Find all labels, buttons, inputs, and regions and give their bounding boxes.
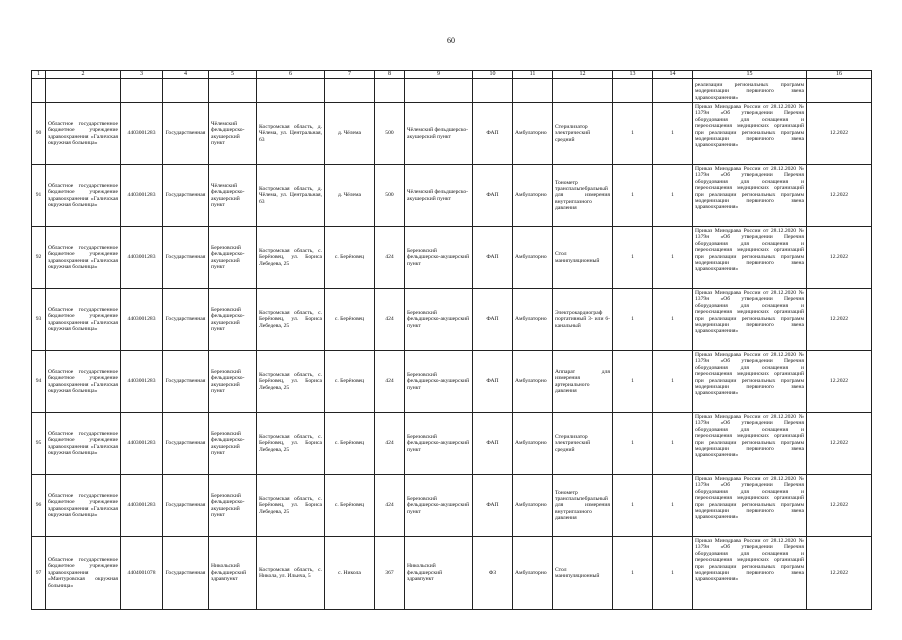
facility-type: ФАП	[473, 103, 513, 165]
facility-type: ФАП	[473, 227, 513, 289]
organization-name: Областное государственное бюджетное учреждение здравоохранения «Галичская окружная больница»	[46, 351, 121, 413]
page-number: 60	[447, 36, 455, 45]
row-number: 93	[32, 289, 46, 351]
ownership-form: Государственная	[163, 103, 209, 165]
locality: с. Берёзовец	[325, 475, 375, 537]
delivery-date: 12.2022	[807, 413, 872, 475]
ownership-form: Государственная	[163, 289, 209, 351]
row-number: 97	[32, 537, 46, 610]
column-number: 14	[653, 71, 693, 79]
facility-name: Чёлемский фельдшерско-акушерский пункт	[209, 165, 257, 227]
care-condition: Амбулаторно	[513, 413, 553, 475]
facility-address: Костромская область, с. Берёзовец, ул. Бориса Лебедева, 25	[257, 413, 325, 475]
organization-name: Областное государственное бюджетное учреждение здравоохранения «Галичская окружная больница»	[46, 475, 121, 537]
column-number: 11	[513, 71, 553, 79]
legal-basis: Приказ Минздрава России от 28.12.2020 № 1379н «Об утверждении Перечня оборудования для оснащения и переоснащения медицинских организаций при реализации региональных программ модернизации первичного звена здравоохранения»	[693, 351, 807, 413]
care-condition: Амбулаторно	[513, 165, 553, 227]
inn-code: 4403001283	[121, 289, 163, 351]
facility-full-name: Березовский фельдшерско-акушерский пункт	[405, 289, 473, 351]
quantity-total: 1	[653, 351, 693, 413]
organization-name: Областное государственное бюджетное учреждение здравоохранения «Галичская окружная больница»	[46, 103, 121, 165]
equipment-name: Стол манипуляционный	[553, 227, 613, 289]
quantity-total: 1	[653, 475, 693, 537]
column-number: 8	[375, 71, 405, 79]
facility-type: ФАП	[473, 475, 513, 537]
continuation-row	[32, 79, 872, 103]
locality: с. Берёзовец	[325, 351, 375, 413]
equipment-name: Стерилизатор электрический средний	[553, 103, 613, 165]
row-number: 90	[32, 103, 46, 165]
table-row	[32, 227, 872, 289]
population: 424	[375, 289, 405, 351]
quantity-total: 1	[653, 165, 693, 227]
facility-name: Березовский фельдшерско-акушерский пункт	[209, 413, 257, 475]
equipment-register-table	[31, 70, 872, 610]
organization-name: Областное государственное бюджетное учреждение здравоохранения «Галичская окружная больница»	[46, 165, 121, 227]
inn-code: 4403001283	[121, 351, 163, 413]
quantity-planned: 1	[613, 413, 653, 475]
ownership-form: Государственная	[163, 351, 209, 413]
population: 424	[375, 227, 405, 289]
facility-address: Костромская область, с. Берёзовец, ул. Бориса Лебедева, 25	[257, 475, 325, 537]
population: 424	[375, 413, 405, 475]
delivery-date: 12.2022	[807, 165, 872, 227]
equipment-name: Стерилизатор электрический средний	[553, 413, 613, 475]
column-number: 10	[473, 71, 513, 79]
table-row	[32, 351, 872, 413]
column-number: 5	[209, 71, 257, 79]
care-condition: Амбулаторно	[513, 289, 553, 351]
facility-name: Березовский фельдшерско-акушерский пункт	[209, 289, 257, 351]
quantity-planned: 1	[613, 351, 653, 413]
equipment-name: Аппарат для измерения артериального давления	[553, 351, 613, 413]
delivery-date: 12.2022	[807, 475, 872, 537]
row-number: 92	[32, 227, 46, 289]
facility-full-name: Чёлемский фельдшерско-акушерский пункт	[405, 103, 473, 165]
table-row	[32, 165, 872, 227]
locality: с. Никола	[325, 537, 375, 610]
population: 367	[375, 537, 405, 610]
population: 424	[375, 475, 405, 537]
inn-code: 4403001283	[121, 413, 163, 475]
facility-address: Костромская область, с. Никола, ул. Ильича, 5	[257, 537, 325, 610]
column-number: 4	[163, 71, 209, 79]
facility-address: Костромская область, с. Берёзовец, ул. Бориса Лебедева, 25	[257, 227, 325, 289]
column-number: 6	[257, 71, 325, 79]
delivery-date: 12.2022	[807, 537, 872, 610]
column-number: 2	[46, 71, 121, 79]
ownership-form: Государственная	[163, 227, 209, 289]
quantity-planned: 1	[613, 537, 653, 610]
facility-full-name: Никольский фельдшерский здравпункт	[405, 537, 473, 610]
locality: д. Чёлема	[325, 103, 375, 165]
ownership-form: Государственная	[163, 475, 209, 537]
facility-type: ФАП	[473, 289, 513, 351]
organization-name: Областное государственное бюджетное учреждение здравоохранения «Галичская окружная больница»	[46, 289, 121, 351]
column-number-row	[32, 71, 872, 79]
column-number: 15	[693, 71, 807, 79]
locality: с. Берёзовец	[325, 413, 375, 475]
facility-name: Березовский фельдшерско-акушерский пункт	[209, 227, 257, 289]
equipment-name: Электрокардиограф портативный 3- или 6-канальный	[553, 289, 613, 351]
quantity-planned: 1	[613, 475, 653, 537]
inn-code: 4403001283	[121, 227, 163, 289]
quantity-planned: 1	[613, 165, 653, 227]
column-number: 7	[325, 71, 375, 79]
delivery-date: 12.2022	[807, 289, 872, 351]
quantity-total: 1	[653, 537, 693, 610]
facility-full-name: Березовский фельдшерско-акушерский пункт	[405, 413, 473, 475]
legal-basis: Приказ Минздрава России от 28.12.2020 № 1379н «Об утверждении Перечня оборудования для оснащения и переоснащения медицинских организаций при реализации региональных программ модернизации первичного звена здравоохранения»	[693, 413, 807, 475]
row-number: 96	[32, 475, 46, 537]
facility-address: Костромская область, д. Чёлема, ул. Центральная, 63	[257, 103, 325, 165]
table-row	[32, 103, 872, 165]
facility-address: Костромская область, с. Берёзовец, ул. Бориса Лебедева, 25	[257, 289, 325, 351]
equipment-name: Стол манипуляционный	[553, 537, 613, 610]
ownership-form: Государственная	[163, 537, 209, 610]
population: 424	[375, 351, 405, 413]
facility-type: ФАП	[473, 413, 513, 475]
inn-code: 4404001078	[121, 537, 163, 610]
continuation-note: реализации региональных программ модернизации первичного звена здравоохранения»	[693, 79, 807, 103]
quantity-total: 1	[653, 413, 693, 475]
quantity-total: 1	[653, 289, 693, 351]
table-row	[32, 537, 872, 610]
organization-name: Областное государственное бюджетное учреждение здравоохранения «Галичская окружная больница»	[46, 413, 121, 475]
facility-address: Костромская область, с. Берёзовец, ул. Бориса Лебедева, 25	[257, 351, 325, 413]
column-number: 12	[553, 71, 613, 79]
legal-basis: Приказ Минздрава России от 28.12.2020 № 1379н «Об утверждении Перечня оборудования для оснащения и переоснащения медицинских организаций при реализации региональных программ модернизации первичного звена здравоохранения»	[693, 165, 807, 227]
row-number: 94	[32, 351, 46, 413]
column-number: 9	[405, 71, 473, 79]
table-row	[32, 289, 872, 351]
legal-basis: Приказ Минздрава России от 28.12.2020 № 1379н «Об утверждении Перечня оборудования для оснащения и переоснащения медицинских организаций при реализации региональных программ модернизации первичного звена здравоохранения»	[693, 227, 807, 289]
care-condition: Амбулаторно	[513, 103, 553, 165]
equipment-name: Тонометр транспальпебральный для измерения внутриглазного давления	[553, 165, 613, 227]
facility-name: Березовский фельдшерско-акушерский пункт	[209, 351, 257, 413]
table-row	[32, 475, 872, 537]
facility-full-name: Чёлемский фельдшерско-акушерский пункт	[405, 165, 473, 227]
delivery-date: 12.2022	[807, 351, 872, 413]
population: 500	[375, 165, 405, 227]
quantity-planned: 1	[613, 289, 653, 351]
legal-basis: Приказ Минздрава России от 28.12.2020 № 1379н «Об утверждении Перечня оборудования для оснащения и переоснащения медицинских организаций при реализации региональных программ модернизации первичного звена здравоохранения»	[693, 537, 807, 610]
facility-name: Чёлемский фельдшерско-акушерский пункт	[209, 103, 257, 165]
row-number: 91	[32, 165, 46, 227]
care-condition: Амбулаторно	[513, 537, 553, 610]
quantity-total: 1	[653, 227, 693, 289]
facility-full-name: Березовский фельдшерско-акушерский пункт	[405, 227, 473, 289]
facility-name: Березовский фельдшерско-акушерский пункт	[209, 475, 257, 537]
locality: с. Берёзовец	[325, 289, 375, 351]
care-condition: Амбулаторно	[513, 227, 553, 289]
care-condition: Амбулаторно	[513, 475, 553, 537]
inn-code: 4403001283	[121, 103, 163, 165]
facility-name: Никольский фельдшерский здравпункт	[209, 537, 257, 610]
column-number: 1	[32, 71, 46, 79]
facility-full-name: Березовский фельдшерско-акушерский пункт	[405, 475, 473, 537]
table-body	[32, 71, 872, 610]
column-number: 13	[613, 71, 653, 79]
column-number: 16	[807, 71, 872, 79]
equipment-name: Тонометр транспальпебральный для измерения внутриглазного давления	[553, 475, 613, 537]
care-condition: Амбулаторно	[513, 351, 553, 413]
delivery-date: 12.2022	[807, 227, 872, 289]
ownership-form: Государственная	[163, 165, 209, 227]
locality: д. Чёлема	[325, 165, 375, 227]
facility-full-name: Березовский фельдшерско-акушерский пункт	[405, 351, 473, 413]
facility-type: ФАП	[473, 165, 513, 227]
column-number: 3	[121, 71, 163, 79]
facility-type: ФЗ	[473, 537, 513, 610]
facility-type: ФАП	[473, 351, 513, 413]
population: 500	[375, 103, 405, 165]
table-row	[32, 413, 872, 475]
delivery-date: 12.2022	[807, 103, 872, 165]
organization-name: Областное государственное бюджетное учреждение здравоохранения «Галичская окружная больница»	[46, 227, 121, 289]
ownership-form: Государственная	[163, 413, 209, 475]
quantity-planned: 1	[613, 227, 653, 289]
quantity-total: 1	[653, 103, 693, 165]
legal-basis: Приказ Минздрава России от 28.12.2020 № 1379н «Об утверждении Перечня оборудования для оснащения и переоснащения медицинских организаций при реализации региональных программ модернизации первичного звена здравоохранения»	[693, 103, 807, 165]
locality: с. Берёзовец	[325, 227, 375, 289]
facility-address: Костромская область, д. Чёлема, ул. Центральная, 63	[257, 165, 325, 227]
quantity-planned: 1	[613, 103, 653, 165]
organization-name: Областное государственное бюджетное учреждение здравоохранения «Мантуровская окружная больница»	[46, 537, 121, 610]
row-number: 95	[32, 413, 46, 475]
inn-code: 4403001283	[121, 165, 163, 227]
inn-code: 4403001283	[121, 475, 163, 537]
legal-basis: Приказ Минздрава России от 28.12.2020 № 1379н «Об утверждении Перечня оборудования для оснащения и переоснащения медицинских организаций при реализации региональных программ модернизации первичного звена здравоохранения»	[693, 289, 807, 351]
legal-basis: Приказ Минздрава России от 28.12.2020 № 1379н «Об утверждении Перечня оборудования для оснащения и переоснащения медицинских организаций при реализации региональных программ модернизации первичного звена здравоохранения»	[693, 475, 807, 537]
